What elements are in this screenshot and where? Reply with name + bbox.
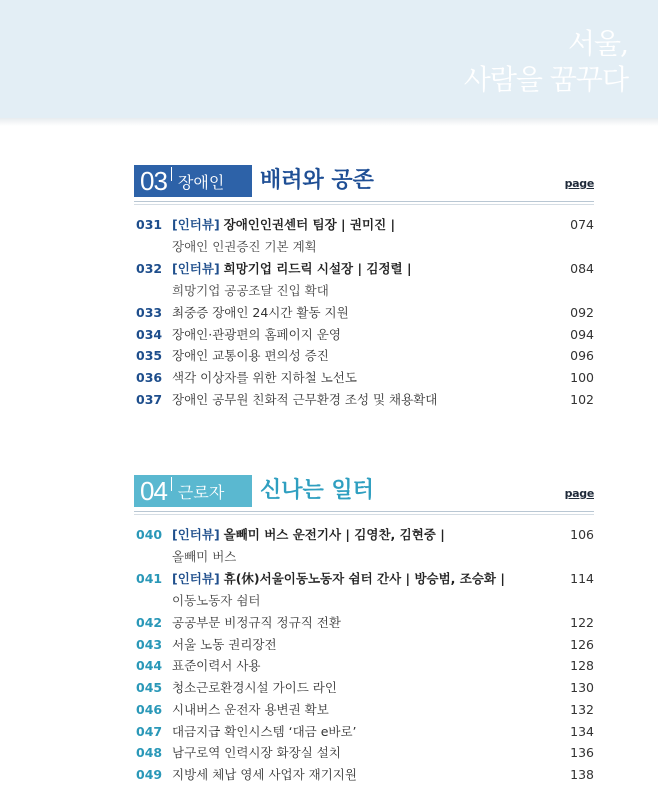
entry-number: 044 — [136, 658, 163, 674]
section-header — [134, 165, 594, 199]
entry-page-number: 094 — [570, 326, 594, 342]
entry-number: 046 — [136, 701, 163, 717]
entry-number: 031 — [136, 217, 163, 232]
interview-tag: [인터뷰] — [172, 261, 220, 276]
toc-entry[interactable] — [134, 390, 594, 410]
section-number: 03 — [140, 165, 167, 196]
entry-page-number: 138 — [570, 766, 594, 782]
entry-page-number: 096 — [570, 348, 594, 364]
entry-number: 037 — [136, 391, 163, 407]
section-number: 04 — [140, 475, 167, 506]
toc-entry[interactable] — [134, 346, 594, 366]
toc-entry[interactable] — [134, 303, 594, 323]
entry-title — [172, 525, 445, 545]
entry-title — [172, 390, 437, 410]
interview-title: 휴(休)서울이동노동자 쉼터 간사 | 방승범, 조승화 | — [223, 571, 505, 586]
subentry-text: 희망기업 공공조달 진입 확대 — [172, 283, 329, 298]
entry-number: 040 — [136, 527, 163, 542]
section-rule — [134, 201, 594, 202]
section-header — [134, 475, 594, 509]
entry-title — [172, 368, 357, 388]
entry-page-number: 102 — [570, 391, 594, 407]
entry-title — [172, 743, 341, 763]
toc-subentry[interactable] — [134, 237, 594, 257]
entry-text: 서울 노동 권리장전 — [172, 636, 277, 652]
entry-page-number: 106 — [570, 527, 594, 542]
section-rule — [134, 204, 594, 205]
entry-title — [172, 303, 349, 323]
interview-tag: [인터뷰] — [172, 571, 220, 586]
toc-entry[interactable] — [134, 700, 594, 720]
section-rule — [134, 514, 594, 515]
section-divider — [171, 167, 172, 181]
entry-text: 최중증 장애인 24시간 활동 지원 — [172, 305, 349, 320]
toc-entry[interactable] — [134, 678, 594, 698]
header-banner — [0, 0, 658, 118]
toc-entry[interactable] — [134, 743, 594, 763]
entry-page-number: 122 — [570, 615, 594, 630]
interview-title: 장애인인권센터 팀장 | 권미진 | — [223, 217, 396, 232]
section-03 — [134, 165, 594, 407]
entry-title — [172, 656, 261, 676]
toc-entry[interactable] — [134, 722, 594, 742]
section-number-box — [134, 475, 252, 507]
slogan-line-1: 서울, — [568, 27, 628, 60]
entry-title — [172, 325, 341, 345]
entry-number: 049 — [136, 766, 163, 782]
section-divider — [171, 477, 172, 491]
toc-entry[interactable] — [134, 613, 594, 633]
entry-number: 048 — [136, 745, 163, 761]
entry-page-number: 092 — [570, 305, 594, 320]
entry-number: 045 — [136, 680, 163, 696]
page-column-header: page — [564, 487, 594, 500]
entry-page-number: 100 — [570, 370, 594, 386]
toc-entry[interactable] — [134, 368, 594, 388]
entry-title — [172, 613, 341, 633]
entry-title — [172, 259, 412, 279]
entry-page-number: 074 — [570, 217, 594, 232]
section-label: 장애인 — [177, 172, 225, 192]
toc-subentry[interactable] — [134, 281, 594, 301]
entry-page-number: 130 — [570, 680, 594, 696]
entry-text: 대금지급 확인시스템 ‘대금 e바로’ — [172, 723, 357, 739]
entry-text: 남구로역 인력시장 화장실 설치 — [172, 745, 341, 761]
entry-text: 시내버스 운전자 용변권 확보 — [172, 701, 329, 717]
section-number-box — [134, 165, 252, 197]
entry-number: 041 — [136, 571, 163, 586]
toc-entry[interactable] — [134, 525, 594, 545]
entry-number: 034 — [136, 326, 163, 342]
entry-number: 032 — [136, 261, 163, 276]
slogan-line-2: 사람을 꿈꾸다 — [463, 63, 628, 96]
toc-entry[interactable] — [134, 635, 594, 655]
entry-number: 042 — [136, 615, 163, 630]
interview-tag: [인터뷰] — [172, 217, 220, 232]
entry-text: 지방세 체납 영세 사업자 재기지원 — [172, 766, 357, 782]
entry-title — [172, 346, 329, 366]
entry-text: 장애인 공무원 친화적 근무환경 조성 및 채용확대 — [172, 391, 438, 407]
section-04 — [134, 475, 594, 782]
entry-title — [172, 569, 505, 589]
entry-number: 047 — [136, 723, 163, 739]
entry-page-number: 136 — [570, 745, 594, 761]
interview-title: 희망기업 리드릭 시설장 | 김정렬 | — [223, 261, 412, 276]
entry-number: 043 — [136, 636, 163, 652]
entry-page-number: 084 — [570, 261, 594, 276]
entry-title — [172, 700, 329, 720]
entry-title — [172, 678, 337, 698]
entry-text: 색각 이상자를 위한 지하철 노선도 — [172, 370, 357, 386]
interview-tag: [인터뷰] — [172, 527, 220, 542]
toc-entry[interactable] — [134, 325, 594, 345]
entry-title — [172, 765, 357, 785]
entry-page-number: 134 — [570, 723, 594, 739]
toc-entry[interactable] — [134, 569, 594, 589]
section-label: 근로자 — [177, 482, 225, 502]
section-rule — [134, 511, 594, 512]
entry-number: 035 — [136, 348, 163, 364]
interview-title: 올빼미 버스 운전기사 | 김영찬, 김현중 | — [223, 527, 445, 542]
subentry-text: 이동노동자 쉼터 — [172, 593, 261, 608]
entry-text: 청소근로환경시설 가이드 라인 — [172, 680, 337, 696]
entry-page-number: 126 — [570, 636, 594, 652]
section-title: 신나는 일터 — [260, 478, 374, 503]
entry-number: 036 — [136, 370, 163, 386]
entry-page-number: 132 — [570, 701, 594, 717]
toc-entry[interactable] — [134, 656, 594, 676]
entry-text: 표준이력서 사용 — [172, 658, 261, 674]
subentry-text: 올빼미 버스 — [172, 549, 237, 564]
toc-entry[interactable] — [134, 215, 594, 235]
entry-page-number: 128 — [570, 658, 594, 674]
entry-title — [172, 635, 277, 655]
entry-page-number: 114 — [570, 571, 594, 586]
page-column-header: page — [564, 177, 594, 190]
toc-entry[interactable] — [134, 765, 594, 785]
toc-subentry[interactable] — [134, 547, 594, 567]
entry-text: 장애인 교통이용 편의성 증진 — [172, 348, 329, 364]
entry-number: 033 — [136, 305, 163, 320]
entry-text: 장애인·관광편의 홈페이지 운영 — [172, 326, 341, 342]
subentry-text: 장애인 인권증진 기본 계획 — [172, 239, 317, 254]
entry-title — [172, 215, 395, 235]
entry-title — [172, 722, 357, 742]
section-title: 배려와 공존 — [260, 168, 374, 193]
slogan — [464, 26, 628, 98]
toc-subentry[interactable] — [134, 591, 594, 611]
banner-divider — [0, 118, 658, 126]
entry-text: 공공부문 비정규직 정규직 전환 — [172, 615, 341, 630]
toc-entry[interactable] — [134, 259, 594, 279]
